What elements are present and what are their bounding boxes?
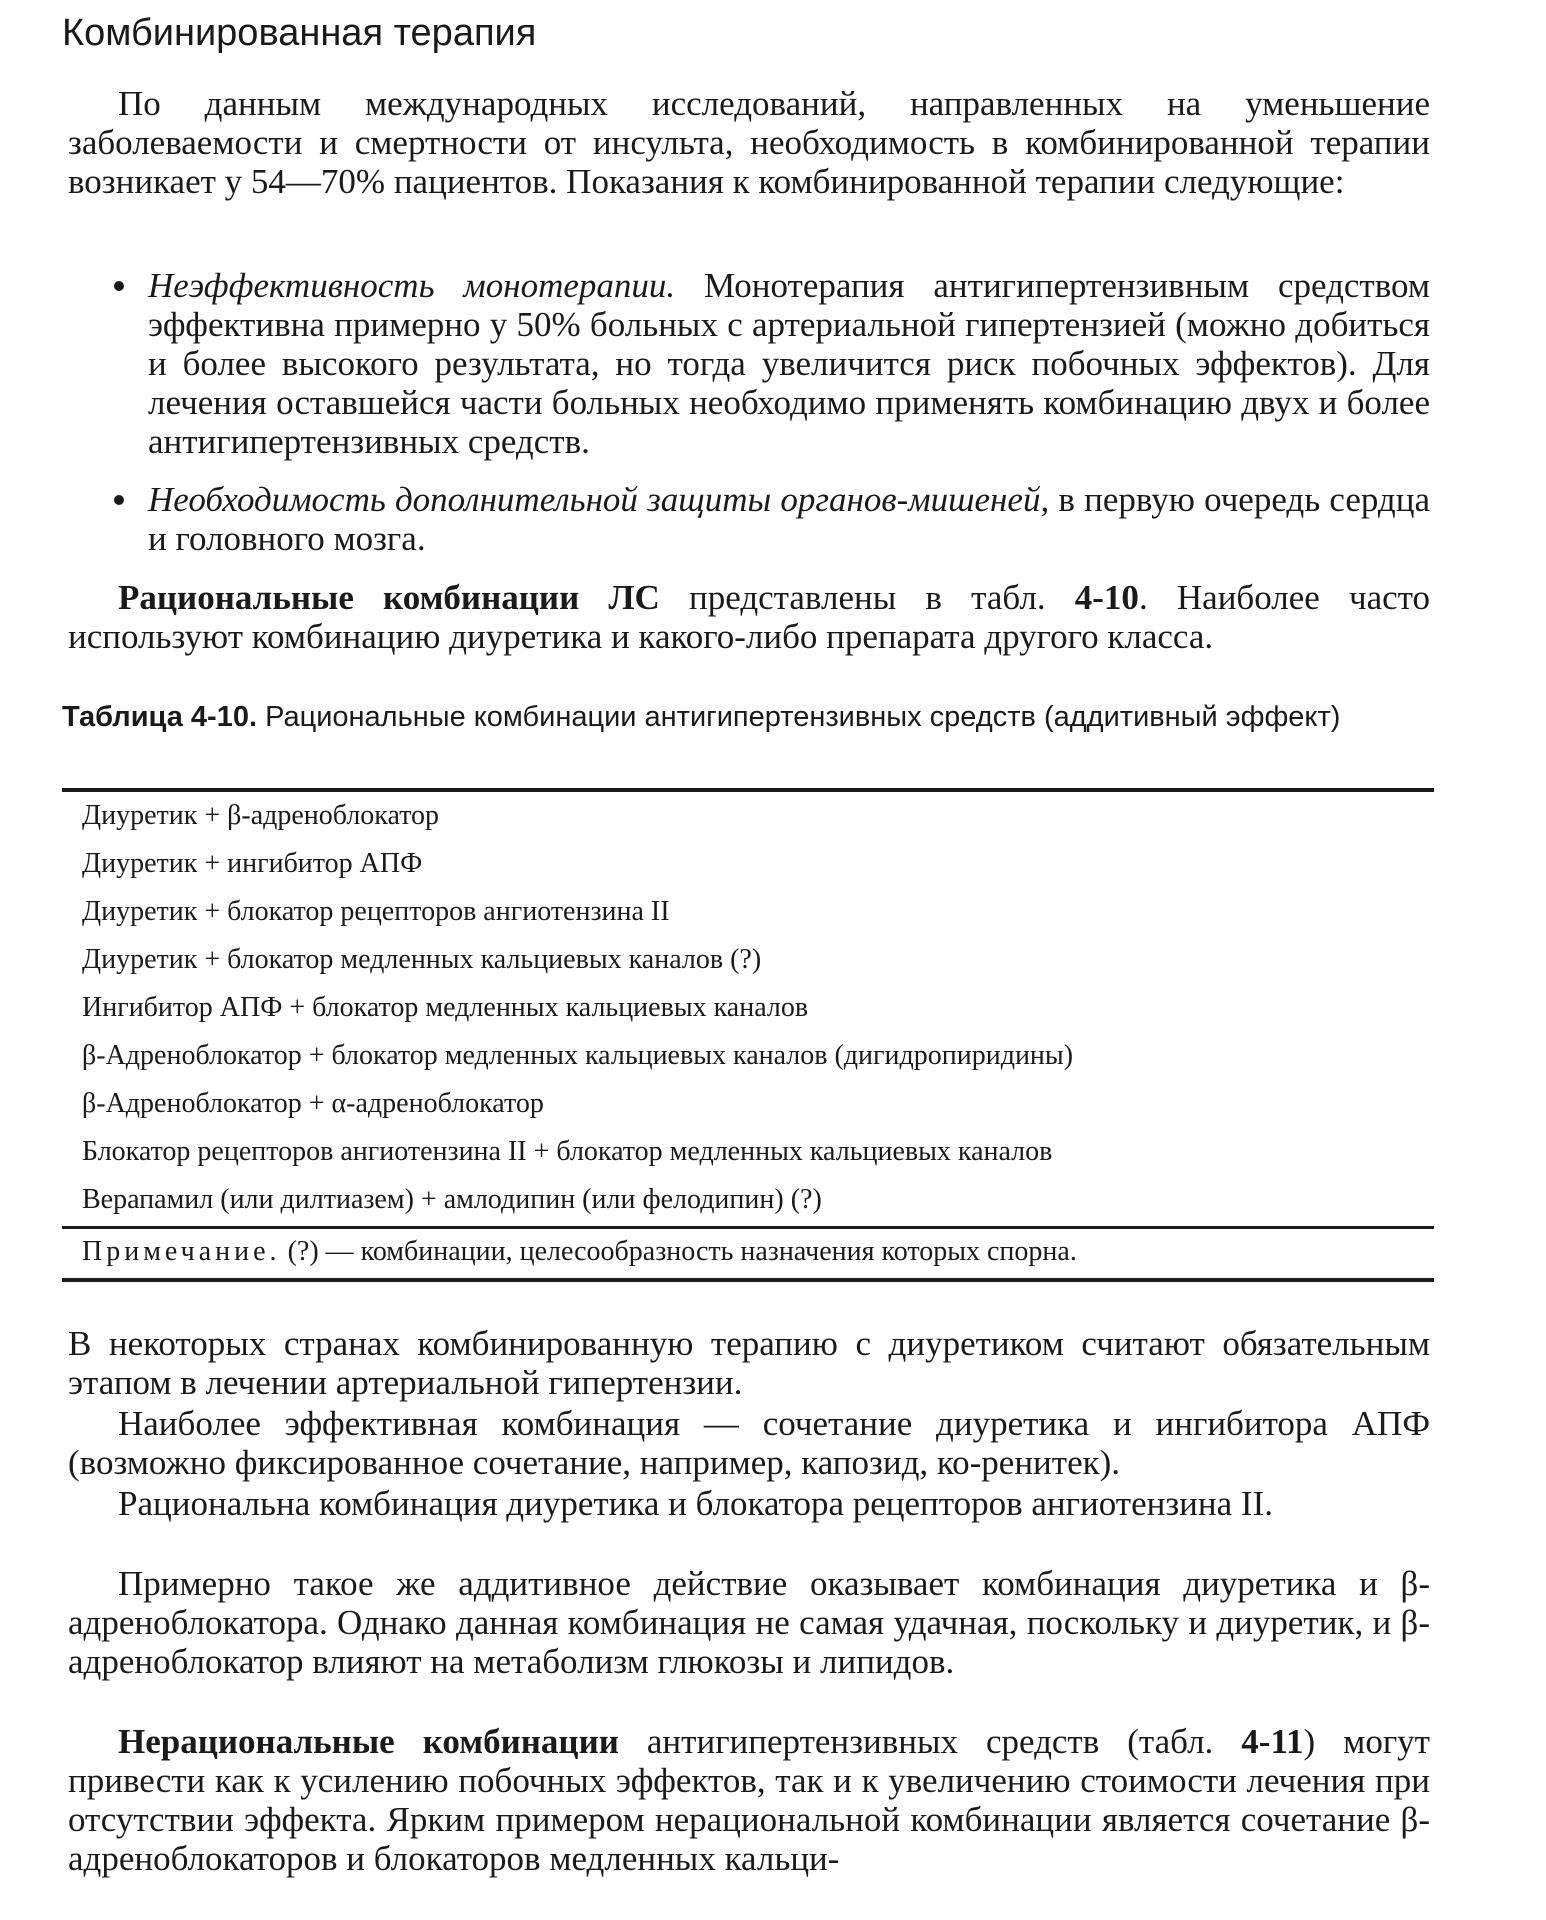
table-row: Диуретик + блокатор медленных кальциевых каналов (?): [82, 944, 762, 975]
table-note-text: (?) — комбинации, целесообразность назначения которых спорна.: [280, 1236, 1077, 1267]
table-row: Блокатор рецепторов ангиотензина II + блокатор медленных кальциевых каналов: [82, 1136, 1053, 1167]
intro-paragraph: По данным международных исследований, направленных на уменьшение заболеваемости и смертности от инсульта, необходимость в комбинированной терапии возникает у 54—70% пациентов. Показания к комбинированной терапии следующие:: [68, 84, 1430, 201]
table-row: Диуретик + блокатор рецепторов ангиотензина II: [82, 896, 670, 927]
irrational-paragraph: [68, 1722, 1430, 1878]
section-title: Комбинированная терапия: [62, 12, 537, 54]
table-caption-text: Рациональные комбинации антигипертензивных средств (аддитивный эффект): [257, 701, 1341, 733]
arb-paragraph: Рациональна комбинация диуретика и блокатора рецепторов ангиотензина II.: [118, 1484, 1273, 1523]
table-row: Диуретик + β-адреноблокатор: [82, 800, 440, 831]
rational-lead: Рациональные комбинации ЛС: [118, 578, 660, 617]
bullet-term: Неэффективность монотерапии.: [148, 266, 676, 305]
table-ref-4-10: 4-10: [1074, 578, 1139, 617]
table-top-rule: [62, 788, 1434, 792]
bullet-item-monotherapy: [148, 266, 1430, 461]
table-row: Ингибитор АПФ + блокатор медленных кальциевых каналов: [82, 992, 809, 1023]
irrational-rest: ) могут привести как к усилению побочных эффектов, так и к увеличению стоимости лечения при отсутствии эффекта. Ярким примером нерациональной комбинации является сочетание β-адреноблокаторов и блокаторов медленных кальци-: [68, 1722, 1430, 1878]
bullet-icon: [114, 495, 124, 505]
table-caption: [62, 698, 1434, 736]
bullet-term: Необходимость дополнительной защиты органов-мишеней,: [148, 480, 1050, 519]
table-row: β-Адреноблокатор + α-адреноблокатор: [82, 1088, 544, 1119]
table-bottom-rule: [62, 1278, 1434, 1282]
table-note-rule: [62, 1226, 1434, 1229]
bullet-item-organ-protection: [148, 480, 1430, 558]
table-ref-4-11: 4-11: [1241, 1722, 1304, 1761]
rational-rest: . Наиболее часто используют комбинацию диуретика и какого-либо препарата другого класса.: [68, 578, 1431, 656]
table-row: Верапамил (или дилтиазем) + амлодипин (или фелодипин) (?): [82, 1184, 822, 1215]
table-note: [82, 1236, 1077, 1268]
beta-paragraph: Примерно такое же аддитивное действие оказывает комбинация диуретика и β-адреноблокатора. Однако данная комбинация не самая удачная, поскольку и диуретик, и β-адреноблокатор влияют на метаболизм глюкозы и липидов.: [68, 1564, 1430, 1681]
countries-paragraph: В некоторых странах комбинированную терапию с диуретиком считают обязательным этапом в лечении артериальной гипертензии.: [68, 1324, 1430, 1402]
table-row: Диуретик + ингибитор АПФ: [82, 848, 423, 879]
rational-mid: представлены в табл.: [659, 578, 1075, 617]
bullet-text: в первую очередь сердца и головного мозга.: [148, 480, 1430, 558]
rational-paragraph: [68, 578, 1430, 656]
table-caption-label: Таблица 4-10.: [62, 701, 258, 733]
table-note-label: Примечание.: [82, 1236, 281, 1267]
bullet-icon: [114, 281, 124, 291]
irrational-mid: антигипертензивных средств (табл.: [618, 1722, 1242, 1761]
effective-paragraph: Наиболее эффективная комбинация — сочетание диуретика и ингибитора АПФ (возможно фиксированное сочетание, например, капозид, ко-ренитек).: [68, 1404, 1430, 1482]
bullet-text: Монотерапия антигипертензивным средством эффективна примерно у 50% больных с артериальной гипертензией (можно добиться и более высокого результата, но тогда увеличится риск побочных эффектов). Для лечения оставшейся части больных необходимо применять комбинацию двух и более антигипертензивных средств.: [148, 266, 1430, 461]
irrational-lead: Нерациональные комбинации: [118, 1722, 619, 1761]
table-row: β-Адреноблокатор + блокатор медленных кальциевых каналов (дигидропиридины): [82, 1040, 1074, 1071]
